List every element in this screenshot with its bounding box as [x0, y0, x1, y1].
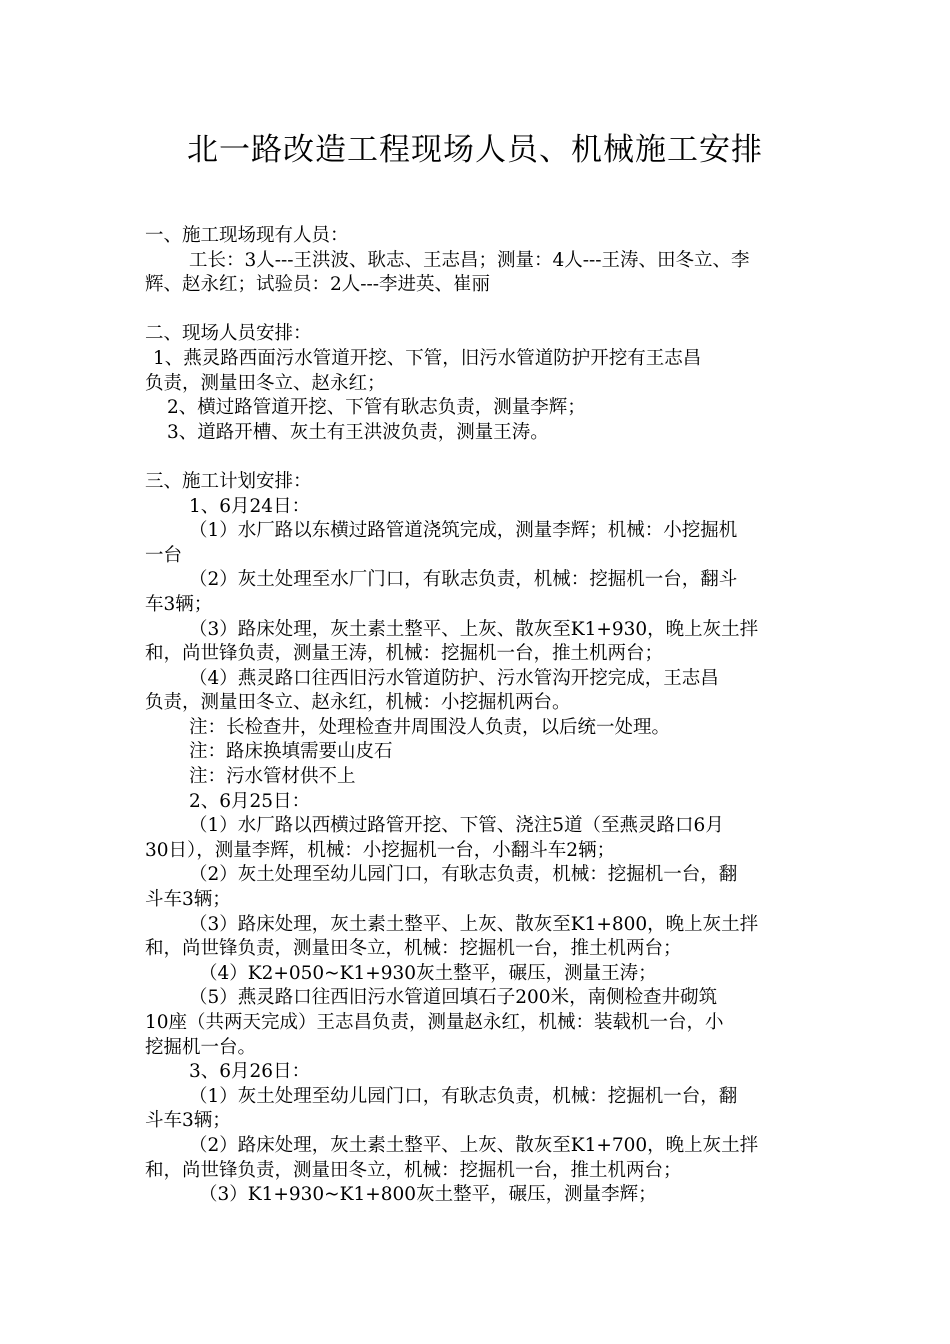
paragraph-line: 3、道路开槽、灰土有王洪波负责，测量王涛。 — [167, 421, 549, 443]
section-heading-personnel: 一、施工现场现有人员： — [145, 225, 349, 246]
paragraph-line: 负责，测量田冬立、赵永红； — [145, 372, 386, 394]
paragraph-line: 10座（共两天完成）王志昌负责，测量赵永红，机械：装载机一台，小 — [145, 1012, 724, 1033]
paragraph-line: （1）水厂路以西横过路管开挖、下管、浇注5道（至燕灵路口6月 — [189, 815, 724, 837]
paragraph-line: 挖掘机一台。 — [145, 1036, 257, 1058]
note-line: 注：路床换填需要山皮石 — [189, 741, 393, 763]
paragraph-line: 和，尚世锋负责，测量田冬立，机械：挖掘机一台，推土机两台； — [145, 1159, 682, 1181]
paragraph-line: （5）燕灵路口往西旧污水管道回填石子200米，南侧检查井砌筑 — [189, 987, 718, 1009]
paragraph-line: （2）灰土处理至幼儿园门口，有耿志负责，机械：挖掘机一台，翻 — [189, 864, 738, 886]
document-body — [145, 224, 809, 1208]
date-heading: 1、6月24日： — [189, 495, 311, 517]
paragraph-line: 1、燕灵路西面污水管道开挖、下管，旧污水管道防护开挖有王志昌 — [153, 347, 702, 369]
paragraph-line: 车3辆； — [145, 593, 213, 615]
paragraph-line: （3）路床处理，灰土素土整平、上灰、散灰至K1+800，晚上灰土拌 — [189, 913, 759, 935]
document-title: 北一路改造工程现场人员、机械施工安排 — [187, 132, 763, 168]
date-heading: 3、6月26日： — [189, 1061, 311, 1083]
paragraph-line: （1）灰土处理至幼儿园门口，有耿志负责，机械：挖掘机一台，翻 — [189, 1085, 738, 1107]
paragraph-line: 斗车3辆； — [145, 889, 231, 911]
date-heading: 2、6月25日： — [189, 790, 311, 812]
section-heading-plan: 三、施工计划安排： — [145, 470, 312, 492]
blank-line — [145, 445, 809, 470]
note-line: 注：长检查井，处理检查井周围没人负责，以后统一处理。 — [189, 716, 671, 738]
paragraph-line: （4）K2+050~K1+930灰土整平，碾压，测量王涛； — [199, 962, 657, 984]
paragraph-line: 30日），测量李辉，机械：小挖掘机一台，小翻斗车2辆； — [145, 839, 616, 861]
paragraph-line: 负责，测量田冬立、赵永红，机械：小挖掘机两台。 — [145, 692, 571, 714]
paragraph-line: 和，尚世锋负责，测量王涛，机械：挖掘机一台，推土机两台； — [145, 643, 664, 665]
paragraph-line: 一台 — [145, 544, 183, 566]
paragraph-line: 和，尚世锋负责，测量田冬立，机械：挖掘机一台，推土机两台； — [145, 938, 682, 960]
paragraph-line: （2）灰土处理至水厂门口，有耿志负责，机械：挖掘机一台，翻斗 — [189, 569, 738, 591]
blank-line — [145, 298, 809, 323]
paragraph-line: 2、横过路管道开挖、下管有耿志负责，测量李辉； — [167, 397, 586, 419]
section-heading-assignment: 二、现场人员安排： — [145, 323, 312, 345]
note-line: 注：污水管材供不上 — [189, 766, 356, 788]
paragraph-line: （3）K1+930~K1+800灰土整平，碾压，测量李辉； — [199, 1184, 657, 1206]
paragraph-line: 工长：3人---王洪波、耿志、王志昌；测量：4人---王涛、田冬立、李 — [189, 249, 750, 271]
paragraph-line: （2）路床处理，灰土素土整平、上灰、散灰至K1+700，晚上灰土拌 — [189, 1134, 759, 1156]
paragraph-line: （4）燕灵路口往西旧污水管道防护、污水管沟开挖完成，王志昌 — [189, 667, 719, 689]
paragraph-line: （3）路床处理，灰土素土整平、上灰、散灰至K1+930，晚上灰土拌 — [189, 618, 759, 640]
paragraph-line: 斗车3辆； — [145, 1110, 231, 1132]
paragraph-line: 辉、赵永红；试验员：2人---李进英、崔丽 — [145, 274, 491, 296]
paragraph-line: （1）水厂路以东横过路管道浇筑完成，测量李辉；机械：小挖掘机 — [189, 520, 738, 542]
